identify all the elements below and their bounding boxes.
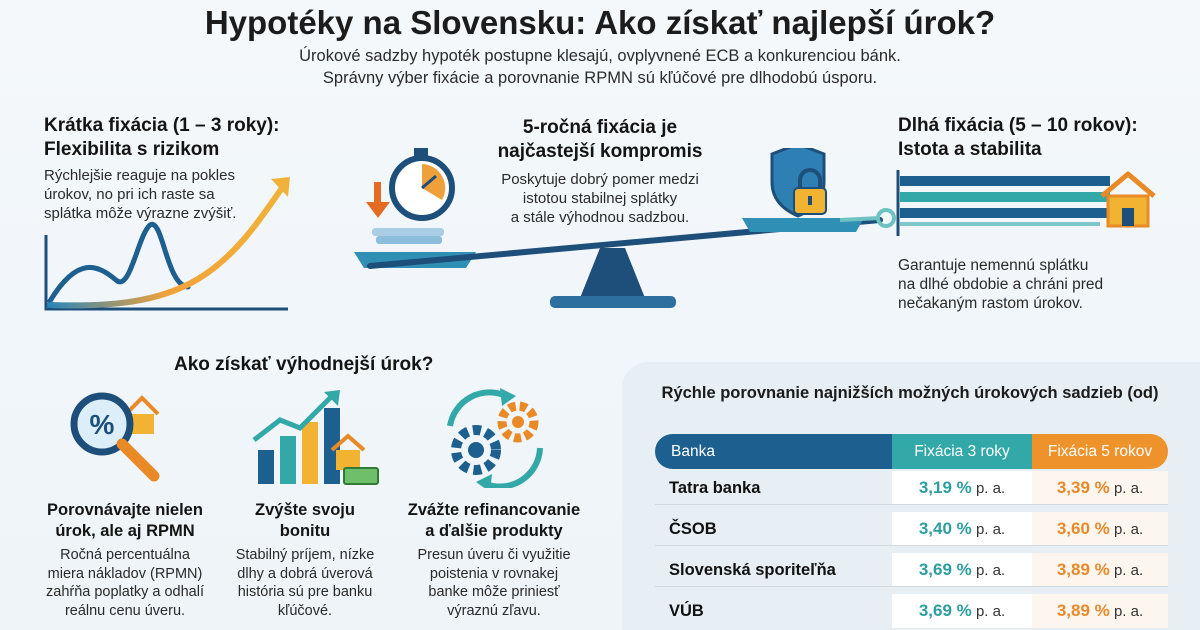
comparison-table-header <box>655 434 1168 469</box>
long-fix-text <box>898 256 1103 313</box>
short-fix-text-line: úrokov, no pri ich raste sa <box>44 186 215 203</box>
rate-unit: p. a. <box>1113 562 1144 579</box>
rate-value: 3,19 % <box>918 478 972 497</box>
rising-rate-chart-icon <box>38 175 300 315</box>
tip-rpmn <box>20 500 230 620</box>
rate-unit: p. a. <box>975 480 1006 497</box>
long-fix-title-line: Dlhá fixácia (5 – 10 rokov): <box>898 115 1138 136</box>
long-fix-text-line: Garantuje nemennú splátku <box>898 257 1089 274</box>
tip-text-line: kľúčové. <box>277 602 333 619</box>
rate-fix5 <box>1032 512 1168 545</box>
rate-value: 3,89 % <box>1056 601 1110 620</box>
rate-unit: p. a. <box>1113 603 1144 620</box>
tip-text-line: banke môže priniesť <box>428 584 560 600</box>
rate-fix3 <box>892 471 1032 504</box>
rate-unit: p. a. <box>975 562 1006 579</box>
stopwatch-icon <box>392 148 452 218</box>
tips-heading: Ako získať výhodnejší úrok? <box>174 354 434 375</box>
tip-text-line: Presun úveru či využitie <box>417 547 571 563</box>
tip-title-line: bonitu <box>279 522 331 540</box>
gear-icon <box>502 406 534 438</box>
subtitle-line: Správny výber fixácie a porovnanie RPMN sú kľúčové pre dlhodobú úsporu. <box>322 69 878 87</box>
rate-unit: p. a. <box>1113 480 1144 497</box>
tip-title-line: Zvýšte svoju <box>255 501 355 519</box>
rate-value: 3,89 % <box>1056 560 1110 579</box>
table-row <box>655 594 1168 628</box>
long-fix-text-line: na dlhé obdobie a chráni pred <box>898 276 1104 293</box>
bank-name: VÚB <box>669 602 704 620</box>
tip-text-line: miera nákladov (RPMN) <box>47 565 203 582</box>
tip-title-line: Zvážte refinancovanie <box>407 501 581 519</box>
tip-title <box>20 500 230 542</box>
short-fix-text-line: Rýchlejšie reaguje na pokles <box>44 167 235 184</box>
rate-fix5 <box>1032 471 1168 504</box>
rate-value: 3,69 % <box>918 560 972 579</box>
tip-bonita <box>210 500 400 620</box>
tip-refinance <box>384 500 604 620</box>
rate-fix3 <box>892 553 1032 586</box>
col-header-bank: Banka <box>655 434 892 469</box>
col-header-fix5: Fixácia 5 rokov <box>1032 434 1168 469</box>
table-row <box>655 512 1168 546</box>
growth-bars-icon <box>250 388 380 488</box>
gear-icon <box>456 430 496 470</box>
rate-value: 3,60 % <box>1056 519 1110 538</box>
rate-value: 3,69 % <box>918 601 972 620</box>
rate-unit: p. a. <box>1113 521 1144 538</box>
tip-text-line: Stabilný príjem, nízke <box>235 547 375 563</box>
table-row <box>655 553 1168 587</box>
tip-text-line: výraznú zľavu. <box>447 602 541 619</box>
bank-name: Slovenská sporiteľňa <box>669 561 836 579</box>
long-fix-text-line: nečakaným rastom úrokov. <box>898 295 1083 312</box>
short-fix-title-line: Flexibilita s rizikom <box>44 139 220 160</box>
short-fix-title-line: Krátka fixácia (1 – 3 roky): <box>44 115 280 136</box>
percent-symbol: % <box>89 409 115 440</box>
tip-title <box>384 500 604 542</box>
page-subtitle <box>0 45 1200 89</box>
rate-fix5 <box>1032 594 1168 628</box>
rate-fix3 <box>892 512 1032 545</box>
mid-fix-text-line: istotou stabilnej splátky <box>522 190 678 207</box>
col-header-fix3: Fixácia 3 roky <box>892 434 1032 469</box>
subtitle-line: Úrokové sadzby hypoték postupne klesajú, ovplyvnené ECB a konkurenciou bánk. <box>299 47 901 65</box>
rate-unit: p. a. <box>975 603 1006 620</box>
short-fix-text-line: splátka môže výrazne zvýšiť. <box>44 205 237 222</box>
bank-name: Tatra banka <box>669 479 761 497</box>
refinance-gears-icon <box>436 388 556 488</box>
tip-title-line: a ďalšie produkty <box>425 522 563 540</box>
stable-rate-house-icon <box>896 168 1162 238</box>
tip-text <box>20 546 230 620</box>
tip-text-line: história sú pre banku <box>237 584 373 600</box>
bank-name: ČSOB <box>669 520 717 538</box>
mid-fix-title-line: 5-ročná fixácia je <box>522 117 678 138</box>
long-fix-title-line: Istota a stabilita <box>898 139 1042 160</box>
comparison-title: Rýchle porovnanie najnižších možných úrokových sadzieb (od) <box>661 384 1159 402</box>
rate-fix5 <box>1032 553 1168 586</box>
tip-title-line: Porovnávajte nielen <box>47 501 203 519</box>
tip-text-line: reálnu cenu úveru. <box>64 602 186 619</box>
mid-fix-text-line: Poskytuje dobrý pomer medzi <box>501 171 699 188</box>
tip-text-line: dlhy a dobrá úverová <box>237 565 373 582</box>
page-title: Hypotéky na Slovensku: Ako získať najlepší úrok? <box>204 4 996 41</box>
tip-text <box>210 546 400 620</box>
rate-value: 3,40 % <box>918 519 972 538</box>
magnifier-percent-icon <box>62 388 172 488</box>
rate-value: 3,39 % <box>1056 478 1110 497</box>
rate-unit: p. a. <box>975 521 1006 538</box>
tip-title-line: úrok, ale aj RPMN <box>55 522 195 540</box>
table-row <box>655 471 1168 505</box>
rate-fix3 <box>892 594 1032 628</box>
long-fix-title <box>898 114 1138 162</box>
balance-scale-illustration <box>350 148 910 320</box>
down-arrow-icon <box>366 182 390 218</box>
banknote-icon <box>344 468 378 484</box>
tip-text-line: Ročná percentuálna <box>60 547 190 563</box>
tip-title <box>210 500 400 542</box>
coin-stack-icon <box>372 228 444 244</box>
short-fix-title <box>44 114 280 162</box>
tip-text-line: zahŕňa poplatky a odhalí <box>46 584 204 600</box>
mid-fix-text-line: a stále výhodnou sadzbou. <box>510 209 690 226</box>
tip-text-line: poistenia v rovnakej <box>429 565 559 582</box>
mid-fix-title-line: najčastejší kompromis <box>497 141 703 162</box>
tip-text <box>384 546 604 620</box>
